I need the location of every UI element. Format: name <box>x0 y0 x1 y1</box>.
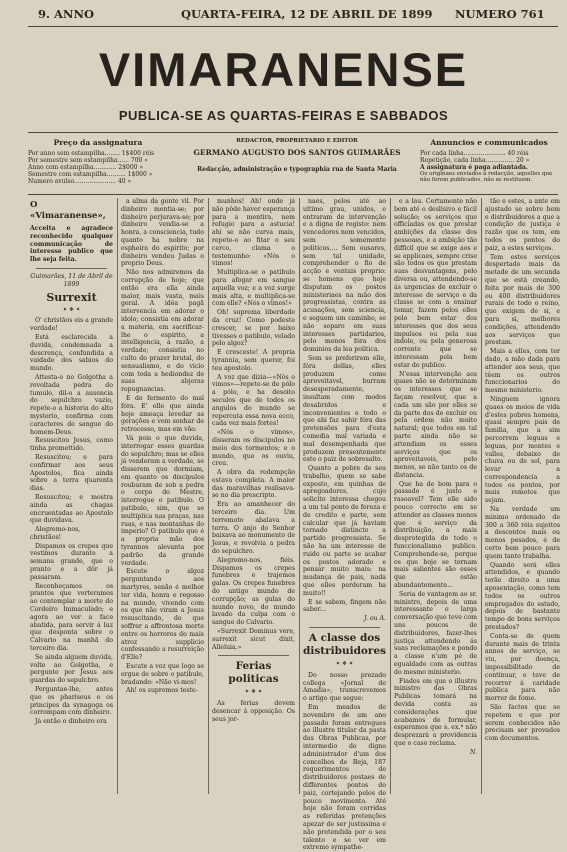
paragraph: Na verdade um minimo ordenado de 300 a 360 réis sujeitos a descontos mais ou menos pesados, é de certo bem pouco para quem tanto trabalha. <box>485 506 560 560</box>
notice-text: Acceita e agradece reconhecido qualquer communicação de interesse publico que lhe seja feita. <box>30 225 113 264</box>
editor-address: Redacção, administração e typographia rua de Santa Maria <box>197 166 397 173</box>
paragraph: Vá pois o que duvida, interrogar esses guardas do sepulchro; mas se elles já venderam a verdade, se disserem que dormiam, em quanto os discipulos roubaram de sob a pedra o corpo do Mestre, interrogue o patibulo. O patibulo, sim, que se multiplica nas praças, nas ruas, e nas montanhas do imperio? O patibulo que é a propria mão dos tyrannos alevanta por padrão da grande verdade. <box>121 434 204 567</box>
column-divider <box>117 198 118 794</box>
paragraph: Multiplica-se o patibulo para afogar em sangue aquella voz; e a voz surge mais alta, e multiplica-se com elle? «Nós o vimos!» <box>212 269 295 308</box>
paragraph: Era ao amanhecer do terceiro dia. Um terremoto abalava a terra. O anjo do Senhor baixava ao monumento de Jesus, e revolvia a pedra do sepulchro. <box>212 501 295 556</box>
paragraph: Oh! suprema liberdade da cruz! Como podeste crescer, se por baixo tivesses o patibulo, velado pelo algoz? <box>212 309 295 348</box>
paragraph: A obra da redempção estava completa. A maior das maravilhas realisava-se no dia prescripto. <box>212 469 295 500</box>
column-3 <box>212 198 295 794</box>
divider <box>218 655 289 656</box>
paragraph: Está esclarecida a duvida, condemnada a descrença, confundida a vaidade dos sabios do mundo. <box>30 333 113 373</box>
paragraph: Se ainda alguem duvida, volte ao Golgotha, e pergunte por Jesus aos guardas do sepulchro. <box>30 653 113 685</box>
editor-role: REDACTOR, PROPRIETARIO E EDITOR <box>236 138 358 144</box>
paragraph: a alma da gente vil. Por dinheiro mentia-se; por dinheiro perjurava-se; por dinheiro vendia-se a honra, a consciencia, tudo quanto ha nobre na espheira do espirito; por dinheiro vendeu Judas o proprio Deus. <box>121 198 204 268</box>
ornament: ✦ ❖ ✦ <box>62 306 81 313</box>
masthead-subtitle: PUBLICA-SE AS QUARTAS-FEIRAS E SABBADOS <box>118 108 449 123</box>
paragraph: «Surrexit Dominus vere, surrexit sicut dixit, Alleluia.» <box>212 628 295 651</box>
paragraph: Do nosso prezado collega «Jornal de Amadia», transcrevemos o artigo que segue: <box>303 671 386 703</box>
column-5 <box>394 198 477 794</box>
ads-row: A assignatura é paga adiantada. <box>420 164 528 171</box>
article-heading-distribuidores: A classe dos distribuidores <box>303 632 387 658</box>
paragraph: Quanto a pobre de seu trabalho, quem se sabe exposto, em quinhas de apregoadores, cujo solicito interessa chegou a um tal ponto de fereza e de credito e parte, sem calcular que já haviam tornado distincto a partido progressista. Se não ha um interesse de ruido ou parte se acabar os postos adorado e pensar muito mais: na mudança de pais, nada que elles perderam ha muito!! <box>303 465 386 597</box>
place-date: Guimarães, 11 de Abril de 1899 <box>30 272 113 288</box>
column-1 <box>30 198 113 794</box>
subscription-row: Numero avulso...................... 40 » <box>28 178 132 185</box>
paragraph: N'essa intervenção aos quaes não se determinam os interesses que se façam resolver, que a cada um são por elles se da parte dos de excluir ou pela ordem não muito natural; que todos em tal parte ainda não se attendiam os esses serviços que os aproveitaveis, pelo menos, se não tanto os de distancia. <box>394 370 477 479</box>
signature: J. ou A. <box>363 615 386 623</box>
ads-title: Annuncios e communicados <box>430 138 548 147</box>
signature: N. <box>470 748 477 756</box>
paragraph: Mais a elles, com ter dado, a mão dada para attender aos seus, que têem os outros funccionarios do mesmo ministerio. <box>485 348 560 395</box>
paragraph: E cresceste! A propria tyrannia, sem querer, foi teu apostolo. <box>212 349 295 372</box>
paragraph: Dispamos os crepes que vestimos durante a semana grande, que o pranto e a dôr já passaram. <box>30 542 113 581</box>
issue-number: NUMERO 761 <box>455 7 545 21</box>
dateline <box>0 2 567 24</box>
paragraph: Escute o algoz perguntando aos martyres, senão é melhor ter vida, honra e regosso na mundo, vivendo com os que não viram a Jesus resuscitando, do que soffrer a affrontosa morte entre os horrores do mais atroz supplicio confessando a resurreição d'Elle? <box>121 568 204 662</box>
editor-box <box>178 138 416 173</box>
column-2 <box>121 198 204 794</box>
paragraph: Sem se preferirem elle, fóra dellas, elles produzem como aproveitavel, burram desesperadamente, insultam com modos desabridos e inconvenientes e todo o que ahi faz sahir fóra das pretensões para d'esta comedia mal variada e mal desempenhada que produzem presentemente este o paiz de sobresalto. <box>303 354 386 464</box>
issue-date: QUARTA-FEIRA, 12 DE ABRIL DE 1899 <box>181 7 433 21</box>
ornament: ✦ ❖ ✦ <box>335 661 354 668</box>
paragraph: E se sabem, fingem não saber... <box>303 598 386 614</box>
column-divider <box>481 198 482 794</box>
info-rule <box>28 194 558 195</box>
paragraph: A voz que dizia—«Nós o vimos»—repete-se de pólo a pólo, e ha desoito seculos que de todos os angulos do mundo se repercuta essa nova ecco, cada vez mais fortes! <box>212 373 295 428</box>
paragraph: Quando será elles attendidos, e quando terão direito a uma aposentação, como tem todos os outros empregados do estado, depois de bastante tempo de bons serviços prestados? <box>485 561 560 632</box>
ads-row: Os originaes enviados á redacção, aquelles que não forem publicados, não se restituem. <box>420 171 553 183</box>
anno-label: 9. ANNO <box>38 7 94 21</box>
paragraph: Ninguem ignora quaes os meios de vida d'estes pobres homens, quasi sempre pais de familia, que a sim percorrem leguas e leguas, por montes e valles, debaixo de chuva ou de sol, para levar a correspondencia a todos os pontos, por mais remotos que sejam. <box>485 395 560 505</box>
info-bar <box>28 138 558 192</box>
column-4 <box>303 198 387 852</box>
paragraph: tão e estes, a ante em ajustado se sobre bem e distribuidores a que a condição de justiça é razão que os tem, em todos os pontos do paiz, a estes serviços. <box>485 198 560 252</box>
masthead-title: VIMARANENSE <box>98 43 469 96</box>
notice-title: O «Vimaranense», <box>30 200 106 221</box>
column-divider <box>390 198 391 794</box>
paragraph: Não nos admiremos da corrupção de hoje; que então era ella ainda maior, mais vasta, mais geral. A idéa pagã intervencia em adorar o idolo; consistia em adorar a materia, em sacrificar-lhe o espirito, a intelligencia, a razão, a verdade; consistia no culto do prazer brutal, do sensualismo, e do vicio com toda a hediondez de suas abjeras repugnancias. <box>121 269 204 394</box>
subscription-row: Anno com estampilha............ 2$000 » <box>28 164 144 171</box>
paragraph: Alegremo-nos, christãos! <box>30 526 81 541</box>
paragraph: Seria de vantagem ao sr. ministro, depois de uma interessante e larga conversação que teve com uns poucos de distribuidores, fazer-lhes justiça attendendo ás suas reclamações e pondo a classe n'um pé de egualdade com as outras do mesmo ministerio. <box>394 590 477 676</box>
paragraph: e a lau. Certamente não bem até o deslisivo e fácil solução; os serviços que officiadas os que prestar ambições da classe dos pessoaes, e a ambição tão difficil que se exige aos e se applicaes, sempre crise são todos os que prestam suas desvantagens, pelo diversa ou, attendendo-se ás urgencias de excluir o interesse de serviço e da classe se com a ensinar tomar, fazem pelos elles pelo bem estar dos interesses que dos seus impulsos ou pela sua indole, ou pela generosa corrente que se interessam pela bem estar do publico. <box>394 198 477 369</box>
paragraph: Tem estes serviços despertado mais da metade de um secunda que se está creando, feita por mais de 300 ou 400 distribuidores rurais de todo o reino, que exigem de si, e para si, melhores condições, attendendo aos serviços que prestam. <box>485 253 560 347</box>
ads-box <box>420 138 558 183</box>
paragraph: Ah! os supremos teste- <box>126 687 198 695</box>
paragraph: Resuscitou; e mostra ainda as chagas encruentadas ao Apostolo que duvidava. <box>30 493 113 525</box>
subscription-title: Preço da assignatura <box>53 138 143 147</box>
paragraph: Reconheçamos os prantos que verteramos ao contemplar a morte do Cordeiro Immaculado; e agora ao ver a face abatida, para servir á luz que desponta sobre o Calvario na manhã do terceiro dia. <box>30 582 113 653</box>
subscription-row: Semestre com estampilha.......... 1$000 » <box>28 171 153 178</box>
paragraph: «Nós o vimos», disseram os discipulos no meio dos tormentos; e o mundo, que os ouviu, creu. <box>212 429 295 468</box>
paragraph: Que ha de bom para o passado é justo e rasoavel? Tem elle sido pouco correcto em se attender as classes menos que é serviço da distribuição, a mais desprotegida de todo o funccionalismo publico. Comprehende-se, porque os que hoje se tornam mais salientes são esses que estão abundantemente... <box>394 480 477 590</box>
paragraph: Conta-se de quem durante mais de trinta annos de serviço, se viu, por doença, impossibilitado de continuar, e teve de recorrer á caridade publica para não morrer de fome. <box>485 632 560 703</box>
article-heading-ferias: Ferias politicas <box>228 660 279 686</box>
ads-row: Repetição, cada linha............... 20 » <box>420 157 530 164</box>
subscription-box <box>28 138 168 185</box>
paragraph: As ferias devem desencar á opposição. Os seus jor- <box>212 700 295 723</box>
paragraph: naes, pelos até ao ultimo grau, unidos, e entraram de intervenção e a digna de registo: nem vencedores nem vencidos, sem somemente politicos.... Sem ousares, sem tal unidade, comprehender o fio de acção e ventais proprio: se homens que hoje disputam os postos ministeriaes na mão dos progressistas, contra as acusações, sem sciencia, e seguem um caminho, se não soparo em suas interesses partidarios, pelo menos fóra dos dominios da lea politica. <box>303 198 386 354</box>
divider <box>309 627 380 628</box>
subscription-row: Por semestre sem estampilha...... 700 » <box>28 157 148 164</box>
column-divider <box>208 198 209 794</box>
paragraph: Escute a voz que logo se ergue de sobre o patibulo, bradando: «Não vi-mos! <box>121 663 204 686</box>
masthead-rule <box>28 132 558 133</box>
subscription-row: Por anno sem estampilha........ 1$400 réis <box>28 150 155 157</box>
paragraph: Fiados em que o illustre ministro das Obras Publicas tomará na devida conta as considerações que acabamos de formular, esperamos que s. ex.ª não desprezará a providencia que o caso reclama. <box>394 677 477 747</box>
ornament: ✦ ❖ ✦ <box>244 689 263 696</box>
ads-row: Por cada linha...................... 40 réis <box>420 150 529 157</box>
editor-name: GERMANO AUGUSTO DOS SANTOS GUIMARÃES <box>193 148 401 157</box>
column-6 <box>485 198 560 794</box>
column-divider <box>299 198 300 794</box>
paragraph: O' christãos eis a grande verdade! <box>30 317 113 333</box>
divider <box>36 268 107 269</box>
paragraph: E de fermento do mal fóra. E' elle que ainda hoje ameaça levedar as gerações e vem sonhar de retrocesso, mas em vão. <box>121 394 204 434</box>
paragraph: Perguntae-lhe, antes que os phariseus e os principes da synagoga os corrompam com dinheiro. <box>30 686 113 717</box>
article-heading-surrexit: Surrexit <box>46 290 97 304</box>
paragraph: Em meados de novembro de um ano passado foram entregues ao illustre titular da pasta das Obras Publicas, por intermedio de digno administrador d'um dos concelhos de Beja, 187 requerimentos de distribuidores postaes de differentes pontos do paiz, cortejando pelos de pouco movimento. Até hoje não foram corridas as referidas pretenções apezar de ser justissima e não pretendida por o seu talento e se ver em extremo sympathe- <box>303 704 386 852</box>
paragraph: Resuscitou; e para confirmar aos seus Apostolos, fica ainda sobre a terra quarenta dias. <box>30 453 113 493</box>
top-rule <box>28 26 558 27</box>
paragraph: São factos que se repetem e que por serem conhecidos não precisam ser provados com documentos. <box>485 704 560 743</box>
paragraph: Alegremo-nos, fiéis. Dispamos os crepes funebres e trajemos galas. Os crepes funebres do antigo mundo de corrupção; as galas do mundo novo, do mundo lavado da culpa com o sangue do Calvario. <box>212 556 295 627</box>
paragraph: Já então o dinheiro era <box>35 718 107 726</box>
paragraph: Resuscitou Jesus, como tinha promettido. <box>30 437 113 453</box>
paragraph: munhos! Ah! onde já não pôde haver esperança para a mentira, nem refugio para a astucia! ahi se não curva mais, repete-o ao fitar o seu cerco, clama o testemunho: «Nós o vimos! <box>212 198 295 268</box>
article-columns <box>30 198 560 852</box>
paragraph: Attesta-o no Golgotha a revoltada pedra do tumulo, dil-o a ausencia do sepulchro vazio, repete-o a historia do alto mysterio, confirma com caracteres de sangue do homem-Deus. <box>30 373 113 436</box>
